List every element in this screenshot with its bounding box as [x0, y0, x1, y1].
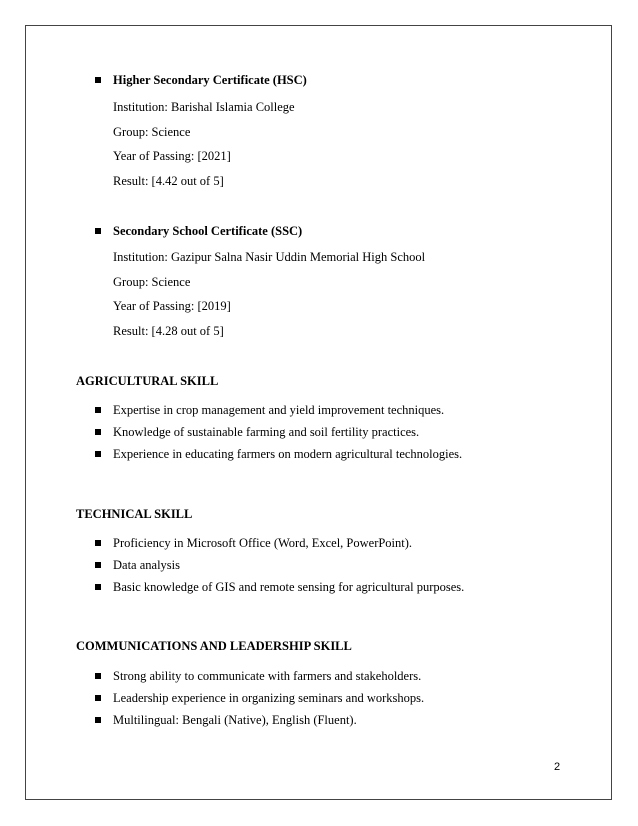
hsc-institution: Institution: Barishal Islamia College	[113, 100, 295, 114]
technical-skill-item: Proficiency in Microsoft Office (Word, Excel, PowerPoint).	[113, 536, 413, 550]
bullet-icon	[95, 429, 101, 435]
bullet-icon	[95, 584, 101, 590]
ssc-institution: Institution: Gazipur Salna Nasir Uddin Memorial High School	[113, 250, 426, 264]
bullet-icon	[95, 562, 101, 568]
agricultural-skill-heading: AGRICULTURAL SKILL	[76, 374, 219, 388]
ssc-year: Year of Passing: [2019]	[113, 299, 231, 313]
ssc-title: Secondary School Certificate (SSC)	[113, 224, 303, 238]
bullet-icon	[95, 695, 101, 701]
bullet-icon	[95, 77, 101, 83]
communication-skill-heading: COMMUNICATIONS AND LEADERSHIP SKILL	[76, 639, 352, 653]
bullet-icon	[95, 228, 101, 234]
technical-skill-item: Basic knowledge of GIS and remote sensing for agricultural purposes.	[113, 580, 465, 594]
hsc-group: Group: Science	[113, 125, 191, 139]
communication-skill-item: Strong ability to communicate with farmers and stakeholders.	[113, 669, 422, 683]
communication-skill-item: Leadership experience in organizing seminars and workshops.	[113, 691, 425, 705]
bullet-icon	[95, 717, 101, 723]
bullet-icon	[95, 540, 101, 546]
technical-skill-item: Data analysis	[113, 558, 180, 572]
ssc-result: Result: [4.28 out of 5]	[113, 324, 224, 338]
communication-skill-item: Multilingual: Bengali (Native), English (Fluent).	[113, 713, 357, 727]
bullet-icon	[95, 673, 101, 679]
bullet-icon	[95, 407, 101, 413]
hsc-result: Result: [4.42 out of 5]	[113, 174, 224, 188]
technical-skill-heading: TECHNICAL SKILL	[76, 507, 193, 521]
agricultural-skill-item: Expertise in crop management and yield improvement techniques.	[113, 403, 445, 417]
agricultural-skill-item: Experience in educating farmers on modern agricultural technologies.	[113, 447, 463, 461]
bullet-icon	[95, 451, 101, 457]
ssc-group: Group: Science	[113, 275, 191, 289]
agricultural-skill-item: Knowledge of sustainable farming and soil fertility practices.	[113, 425, 420, 439]
hsc-year: Year of Passing: [2021]	[113, 149, 231, 163]
page-number: 2	[554, 761, 561, 773]
hsc-title: Higher Secondary Certificate (HSC)	[113, 73, 307, 87]
